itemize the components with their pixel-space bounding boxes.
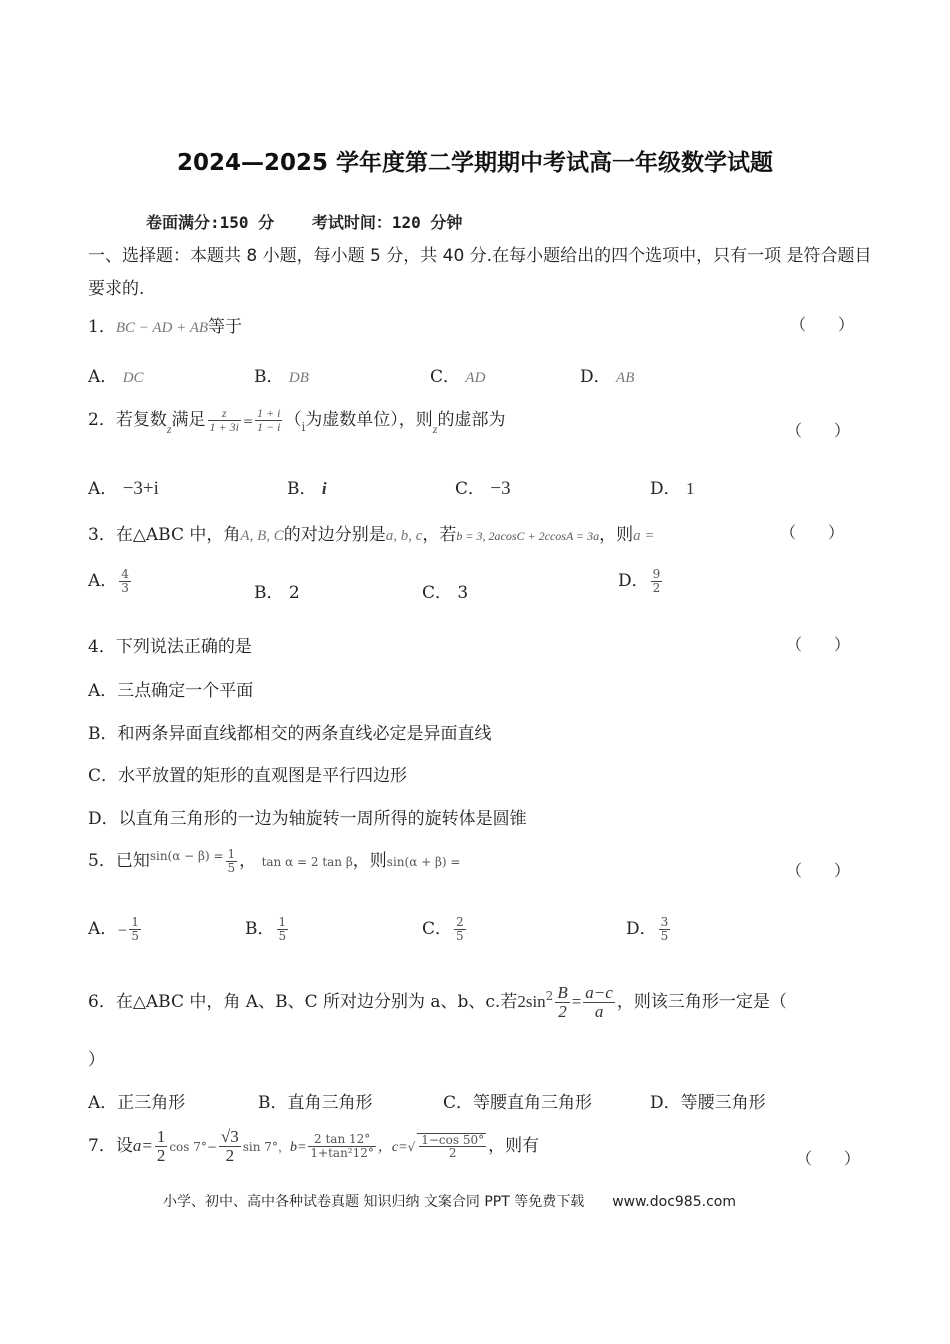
exam-info <box>146 210 490 233</box>
option-b: B． $\frac{1}{5}$ <box>245 915 287 943</box>
question-4: 4．下列说法正确的是 <box>88 637 252 657</box>
option-d: D． $\frac{9}{2}$ <box>618 567 661 595</box>
option-a: A．− $\frac{1}{5}$ <box>88 915 139 943</box>
question-2: 2．若复数$_z$满足 $\frac{z}{1 + 3i}$ = $\frac{1 + i}{1 - i}$ （$_i$为虚数单位），则$_z$的虚部为 <box>88 406 506 436</box>
vector-expression: BC − AD + AB <box>115 320 209 336</box>
answer-paren: （ ） <box>786 861 851 880</box>
option-a: A． DC <box>88 367 144 387</box>
section-heading: 一、选择题：本题共 8 小题，每小题 5 分，共 40 分.在每小题给出的四个选项中，只有一项 是符合题目要求的. <box>88 246 872 299</box>
option-d: D． AB <box>580 367 635 387</box>
option-c: C． 3 <box>422 583 469 603</box>
option-b: B． DB <box>254 367 309 387</box>
footer-text: 小学、初中、高中各种试卷真题 知识归纳 文案合同 PPT 等免费下载 www.doc985.com <box>163 1194 736 1210</box>
answer-paren: （ ） <box>780 523 845 542</box>
option-a: A． $\frac{4}{3}$ <box>88 567 129 595</box>
option-c: C． −3 <box>455 478 511 499</box>
option-b: B．直角三角形 <box>258 1093 373 1113</box>
option-d: D．以直角三角形的一边为轴旋转一周所得的旋转体是圆锥 <box>88 809 527 829</box>
answer-paren: （ ） <box>786 421 851 440</box>
question-5: 5．已知$^{sin(\alpha - \beta) =}$ $\frac{1}{5}$ ， tan α = 2 tan β，则sin(α + β) = <box>88 847 461 875</box>
question-7: 7．设a= $\frac{1}{2}$ cos 7°− $\frac{√3}{2}$ sin 7°，b= $\frac{2 \tan 12^\circ}{\text{1+tan²12°}}$ ，c=√ $\frac{1-\cos 50^\circ}{2}$ ，则有 <box>88 1127 540 1165</box>
exam-time: 考试时间：120 分钟 <box>311 213 463 232</box>
answer-paren: （ ） <box>796 1149 861 1168</box>
question-1 <box>88 312 242 337</box>
question-number: 1． <box>88 317 116 337</box>
option-a: A． −3+i <box>88 478 159 499</box>
option-b: B．和两条异面直线都相交的两条直线必定是异面直线 <box>88 724 492 744</box>
option-c: C．水平放置的矩形的直观图是平行四边形 <box>88 766 408 786</box>
full-marks: 卷面满分:150 分 <box>146 213 275 232</box>
option-b: B． 2 <box>254 583 300 603</box>
page-title: 2024—2025 学年度第二学期期中考试高一年级数学试题 <box>176 150 774 176</box>
option-c: C．等腰直角三角形 <box>443 1093 593 1113</box>
option-c: C． $\frac{2}{5}$ <box>422 915 464 943</box>
question-6: 6．在△ABC 中，角 A、B、C 所对边分别为 a、b、c.若$2\sin^2$ $\frac{B}{2}$ = $\frac{a-c}{a}$ ，则该三角形一定是（ <box>88 983 787 1021</box>
option-c: C． AD <box>430 367 486 387</box>
question-text: 等于 <box>208 317 243 337</box>
answer-paren: （ ） <box>790 315 855 334</box>
option-a: A．三点确定一个平面 <box>88 681 254 701</box>
option-b: B． i <box>287 479 327 499</box>
question-6-paren-close: ） <box>88 1050 105 1070</box>
question-3: 3．在△ABC 中，角A, B, C的对边分别是a, b, c，若b = 3, 2acosC + 2ccosA = 3a，则a = <box>88 525 655 545</box>
option-a: A．正三角形 <box>88 1093 186 1113</box>
option-d: D． $\frac{3}{5}$ <box>626 915 669 943</box>
answer-paren: （ ） <box>786 635 851 654</box>
option-d: D．等腰三角形 <box>650 1093 766 1113</box>
option-d: D． 1 <box>650 479 695 499</box>
